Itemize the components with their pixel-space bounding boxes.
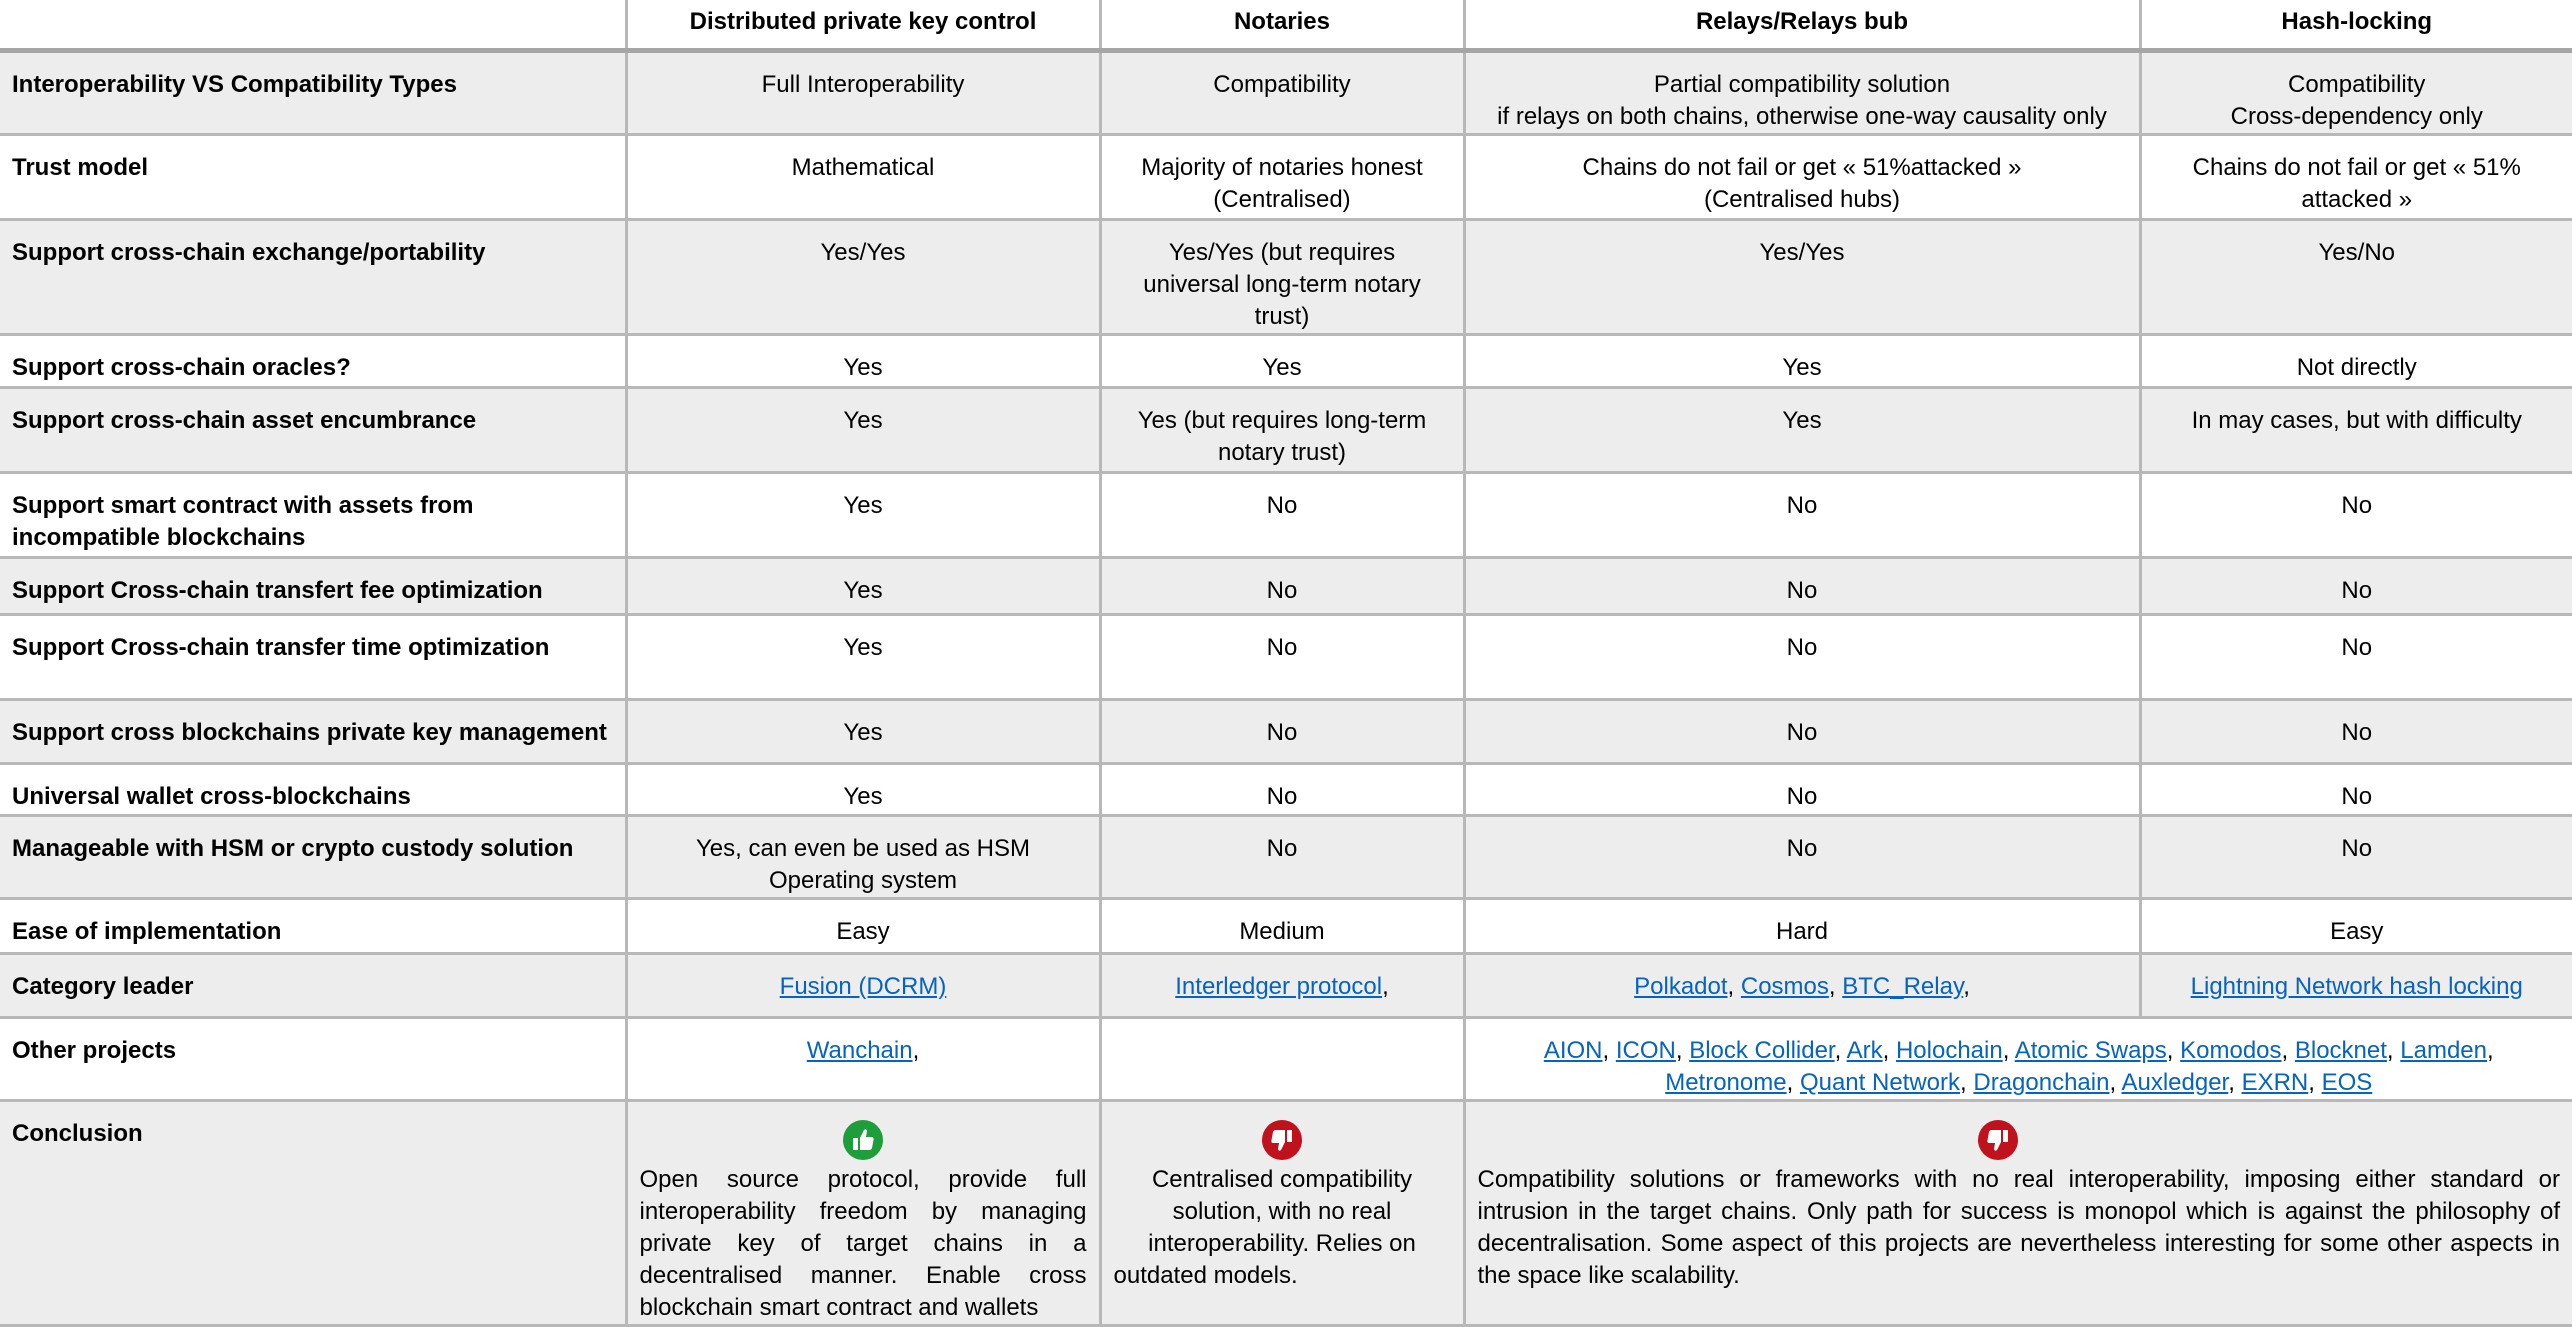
table-row [0, 388, 2572, 473]
cell-distributed-private-key-control [626, 51, 1100, 135]
table-row [0, 558, 2572, 615]
project-link[interactable]: Komodos [2180, 1037, 2282, 1064]
row-label: Support cross blockchains private key management [0, 700, 626, 764]
project-link[interactable]: Dragonchain [1973, 1069, 2110, 1096]
cell-relays-and-hash-locking [1464, 1101, 2572, 1326]
link-suffix: , [912, 1037, 920, 1064]
project-link[interactable]: Holochain [1895, 1037, 2003, 1064]
table-row [0, 899, 2572, 954]
cell-relays [1464, 335, 2140, 388]
cell-relays [1464, 51, 2140, 135]
thumbs-down-icon [1978, 1120, 2018, 1160]
cell-text: No [2341, 577, 2373, 604]
row-label: Support cross-chain asset encumbrance [0, 388, 626, 473]
cell-text: Chains do not fail or get « 51%attacked » [1582, 154, 2022, 181]
conclusion-icon-wrap [1478, 1118, 2561, 1160]
project-link[interactable]: Metronome [1665, 1069, 1787, 1096]
cell-text: Easy [2330, 918, 2384, 945]
project-link[interactable]: Ark [1846, 1037, 1883, 1064]
table-row [0, 51, 2572, 135]
link-separator: , [2109, 1069, 2122, 1096]
cell-distributed-private-key-control [626, 816, 1100, 899]
table-row [0, 700, 2572, 764]
project-link[interactable]: Quant Network [1799, 1069, 1961, 1096]
cell-distributed-private-key-control [626, 615, 1100, 700]
cell-text: Not directly [2296, 354, 2417, 381]
cell-text: No [1266, 634, 1298, 661]
project-links-line [1478, 1035, 2561, 1067]
project-link[interactable]: ICON [1615, 1037, 1676, 1064]
cell-text: Yes [1262, 354, 1302, 381]
project-link[interactable]: BTC_Relay [1842, 973, 1964, 1000]
cell-distributed-private-key-control [626, 335, 1100, 388]
cell-text: Yes [843, 492, 883, 519]
cell-text: attacked » [2301, 186, 2413, 213]
link-separator: , [2166, 1037, 2181, 1064]
header-distributed-private-key-control: Distributed private key control [626, 0, 1100, 51]
row-label: Conclusion [0, 1101, 626, 1326]
cell-text: Yes [843, 407, 883, 434]
link-separator: , [1882, 1037, 1896, 1064]
cell-text: No [1266, 492, 1298, 519]
cell-hash-locking [2140, 764, 2572, 816]
project-links-line [1478, 1067, 2561, 1099]
project-link[interactable]: Lamden [2400, 1037, 2487, 1064]
table-row [0, 335, 2572, 388]
other-projects-row [0, 1018, 2572, 1101]
cell-text: Yes [843, 354, 883, 381]
cell-text: No [2341, 783, 2373, 810]
cell-text: Medium [1239, 918, 1325, 945]
table-row [0, 220, 2572, 335]
table-row [0, 473, 2572, 558]
cell-text: No [2341, 835, 2373, 862]
cell-hash-locking [2140, 899, 2572, 954]
cell-text: No [1786, 634, 1818, 661]
cell-hash-locking [2140, 954, 2572, 1018]
cell-text: Hard [1775, 918, 1829, 945]
cell-text: No [1266, 719, 1298, 746]
cell-text: trust) [1254, 303, 1310, 330]
cell-distributed-private-key-control [626, 899, 1100, 954]
cell-relays [1464, 388, 2140, 473]
link-separator: , [1828, 973, 1843, 1000]
cell-text: Yes/Yes [820, 239, 906, 266]
project-link[interactable]: Block Collider [1689, 1037, 1835, 1064]
cell-text: Yes [1782, 407, 1822, 434]
cell-notaries [1100, 764, 1464, 816]
project-link[interactable]: Fusion (DCRM) [779, 973, 947, 1000]
cell-distributed-private-key-control [626, 1018, 1100, 1101]
link-separator: , [1602, 1037, 1616, 1064]
cell-text: No [2341, 492, 2373, 519]
cell-notaries [1100, 954, 1464, 1018]
cell-text: No [1266, 577, 1298, 604]
thumbs-up-icon [843, 1120, 883, 1160]
cell-text: Yes [843, 719, 883, 746]
conclusion-text: Open source protocol, provide full interoperability freedom by managing private key of target chains in a decentralised manner. Enable cross blockchain smart contract and wallets [639, 1166, 1087, 1321]
cell-text: No [1786, 835, 1818, 862]
row-label: Support cross-chain oracles? [0, 335, 626, 388]
cell-notaries [1100, 220, 1464, 335]
link-separator: , [1786, 1069, 1800, 1096]
cell-text: notary trust) [1217, 439, 1347, 466]
table-row [0, 135, 2572, 220]
cell-text: (Centralised hubs) [1703, 186, 1901, 213]
link-separator: , [1675, 1037, 1690, 1064]
cell-hash-locking [2140, 335, 2572, 388]
link-separator: , [2281, 1037, 2295, 1064]
cell-notaries [1100, 51, 1464, 135]
cell-notaries [1100, 388, 1464, 473]
project-link[interactable]: Auxledger [2121, 1069, 2229, 1096]
row-label: Manageable with HSM or crypto custody solution [0, 816, 626, 899]
cell-hash-locking [2140, 558, 2572, 615]
row-label: Other projects [0, 1018, 626, 1101]
project-link[interactable]: Interledger protocol [1175, 973, 1383, 1000]
cell-hash-locking [2140, 615, 2572, 700]
cell-distributed-private-key-control [626, 558, 1100, 615]
cell-notaries [1100, 335, 1464, 388]
cell-hash-locking [2140, 220, 2572, 335]
row-label: Category leader [0, 954, 626, 1018]
link-suffix: , [1382, 973, 1389, 1000]
cell-text: Yes [1782, 354, 1822, 381]
cell-text: if relays on both chains, otherwise one-way causality only [1497, 103, 2107, 130]
cell-relays [1464, 954, 2140, 1018]
cell-relays-and-hash-locking [1464, 1018, 2572, 1101]
table-row [0, 764, 2572, 816]
cell-text: universal long-term notary [1143, 271, 1421, 298]
thumbs-down-icon [1262, 1120, 1302, 1160]
cell-text: Chains do not fail or get « 51% [2192, 154, 2521, 181]
cell-text: No [1786, 492, 1818, 519]
cell-text: No [1786, 719, 1818, 746]
cell-notaries [1100, 1101, 1464, 1326]
cell-distributed-private-key-control [626, 388, 1100, 473]
project-link[interactable]: EXRN [2241, 1069, 2309, 1096]
cell-relays [1464, 899, 2140, 954]
cell-text: No [1786, 577, 1818, 604]
cell-relays [1464, 700, 2140, 764]
project-link[interactable]: Cosmos [1740, 973, 1829, 1000]
conclusion-text: Compatibility solutions or frameworks with no real interoperability, imposing either standard or intrusion in the target chains. Only path for success is monopol which is against the philosophy of decentralisation. Some aspect of this projects are nevertheless interesting for some other aspects in the space like scalability. [1477, 1166, 2560, 1289]
cell-text: No [2341, 719, 2373, 746]
cell-text: Cross-dependency only [2230, 103, 2483, 130]
header-notaries: Notaries [1100, 0, 1464, 51]
row-label: Support Cross-chain transfert fee optimization [0, 558, 626, 615]
row-label: Universal wallet cross-blockchains [0, 764, 626, 816]
cell-hash-locking [2140, 135, 2572, 220]
cell-distributed-private-key-control [626, 135, 1100, 220]
project-link[interactable]: Blocknet [2294, 1037, 2387, 1064]
row-label: Support smart contract with assets from incompatible blockchains [0, 473, 626, 558]
cell-text: Yes [843, 577, 883, 604]
cell-distributed-private-key-control [626, 700, 1100, 764]
link-suffix: , [1963, 973, 1970, 1000]
cell-relays [1464, 816, 2140, 899]
cell-text: Compatibility [1213, 71, 1351, 98]
cell-text: No [1266, 835, 1298, 862]
row-label: Support Cross-chain transfer time optimization [0, 615, 626, 700]
project-link[interactable]: Atomic Swaps [2014, 1037, 2167, 1064]
cell-relays [1464, 135, 2140, 220]
link-separator: , [2308, 1069, 2322, 1096]
cell-relays [1464, 615, 2140, 700]
cell-hash-locking [2140, 473, 2572, 558]
header-row [0, 0, 2572, 51]
cell-text: Yes [843, 783, 883, 810]
cell-text: Easy [836, 918, 890, 945]
cell-text: Compatibility [2288, 71, 2426, 98]
cell-notaries [1100, 899, 1464, 954]
header-relays: Relays/Relays bub [1464, 0, 2140, 51]
cell-text: Yes [843, 634, 883, 661]
cell-hash-locking [2140, 388, 2572, 473]
link-separator: , [1727, 973, 1741, 1000]
row-label: Trust model [0, 135, 626, 220]
cell-distributed-private-key-control [626, 954, 1100, 1018]
cell-notaries [1100, 816, 1464, 899]
cell-text: No [1786, 783, 1818, 810]
row-label: Ease of implementation [0, 899, 626, 954]
cell-text: Yes/No [2318, 239, 2395, 266]
link-separator: , [1960, 1069, 1974, 1096]
cell-text: Yes/Yes (but requires [1168, 239, 1396, 266]
link-separator: , [2002, 1037, 2015, 1064]
cell-text: Partial compatibility solution [1653, 71, 1951, 98]
project-link[interactable]: Lightning Network hash locking [2190, 973, 2523, 1000]
table-row [0, 816, 2572, 899]
cell-text: Yes/Yes [1759, 239, 1845, 266]
cell-text: Yes, can even be used as HSM [696, 835, 1030, 862]
cell-distributed-private-key-control [626, 220, 1100, 335]
cell-text: Mathematical [791, 154, 935, 181]
cell-text: Operating system [768, 867, 958, 894]
cell-text: In may cases, but with difficulty [2191, 407, 2522, 434]
row-label: Interoperability VS Compatibility Types [0, 51, 626, 135]
table-row [0, 615, 2572, 700]
cell-relays [1464, 764, 2140, 816]
header-corner [0, 0, 626, 51]
cell-notaries [1100, 558, 1464, 615]
cell-distributed-private-key-control [626, 1101, 1100, 1326]
cell-hash-locking [2140, 51, 2572, 135]
cell-text: No [1266, 783, 1298, 810]
conclusion-row [0, 1101, 2572, 1326]
project-link[interactable]: Polkadot [1634, 973, 1728, 1000]
cell-notaries [1100, 615, 1464, 700]
cell-text: Yes (but requires long-term [1137, 407, 1427, 434]
cell-text: Full Interoperability [761, 71, 965, 98]
row-label: Support cross-chain exchange/portability [0, 220, 626, 335]
project-link[interactable]: Wanchain [806, 1037, 913, 1064]
cell-text: (Centralised) [1213, 186, 1351, 213]
cell-distributed-private-key-control [626, 473, 1100, 558]
cell-relays [1464, 473, 2140, 558]
cell-text: No [2341, 634, 2373, 661]
project-link[interactable]: AION [1543, 1037, 1603, 1064]
link-separator: , [2228, 1069, 2242, 1096]
link-separator: , [1834, 1037, 1847, 1064]
link-separator: , [2386, 1037, 2401, 1064]
cell-hash-locking [2140, 816, 2572, 899]
cell-distributed-private-key-control [626, 764, 1100, 816]
cell-relays [1464, 220, 2140, 335]
cell-notaries [1100, 700, 1464, 764]
cell-hash-locking [2140, 700, 2572, 764]
cell-text: Majority of notaries honest [1141, 154, 1423, 181]
cell-notaries [1100, 473, 1464, 558]
category-leader-row [0, 954, 2572, 1018]
cell-notaries [1100, 135, 1464, 220]
conclusion-text: Centralised compatibility solution, with no real interoperability. Relies on outdated models. [1113, 1166, 1416, 1289]
project-link[interactable]: EOS [2321, 1069, 2373, 1096]
cell-relays [1464, 558, 2140, 615]
cell-notaries [1100, 1018, 1464, 1101]
header-hash-locking: Hash-locking [2140, 0, 2572, 51]
link-separator: , [2487, 1037, 2494, 1064]
